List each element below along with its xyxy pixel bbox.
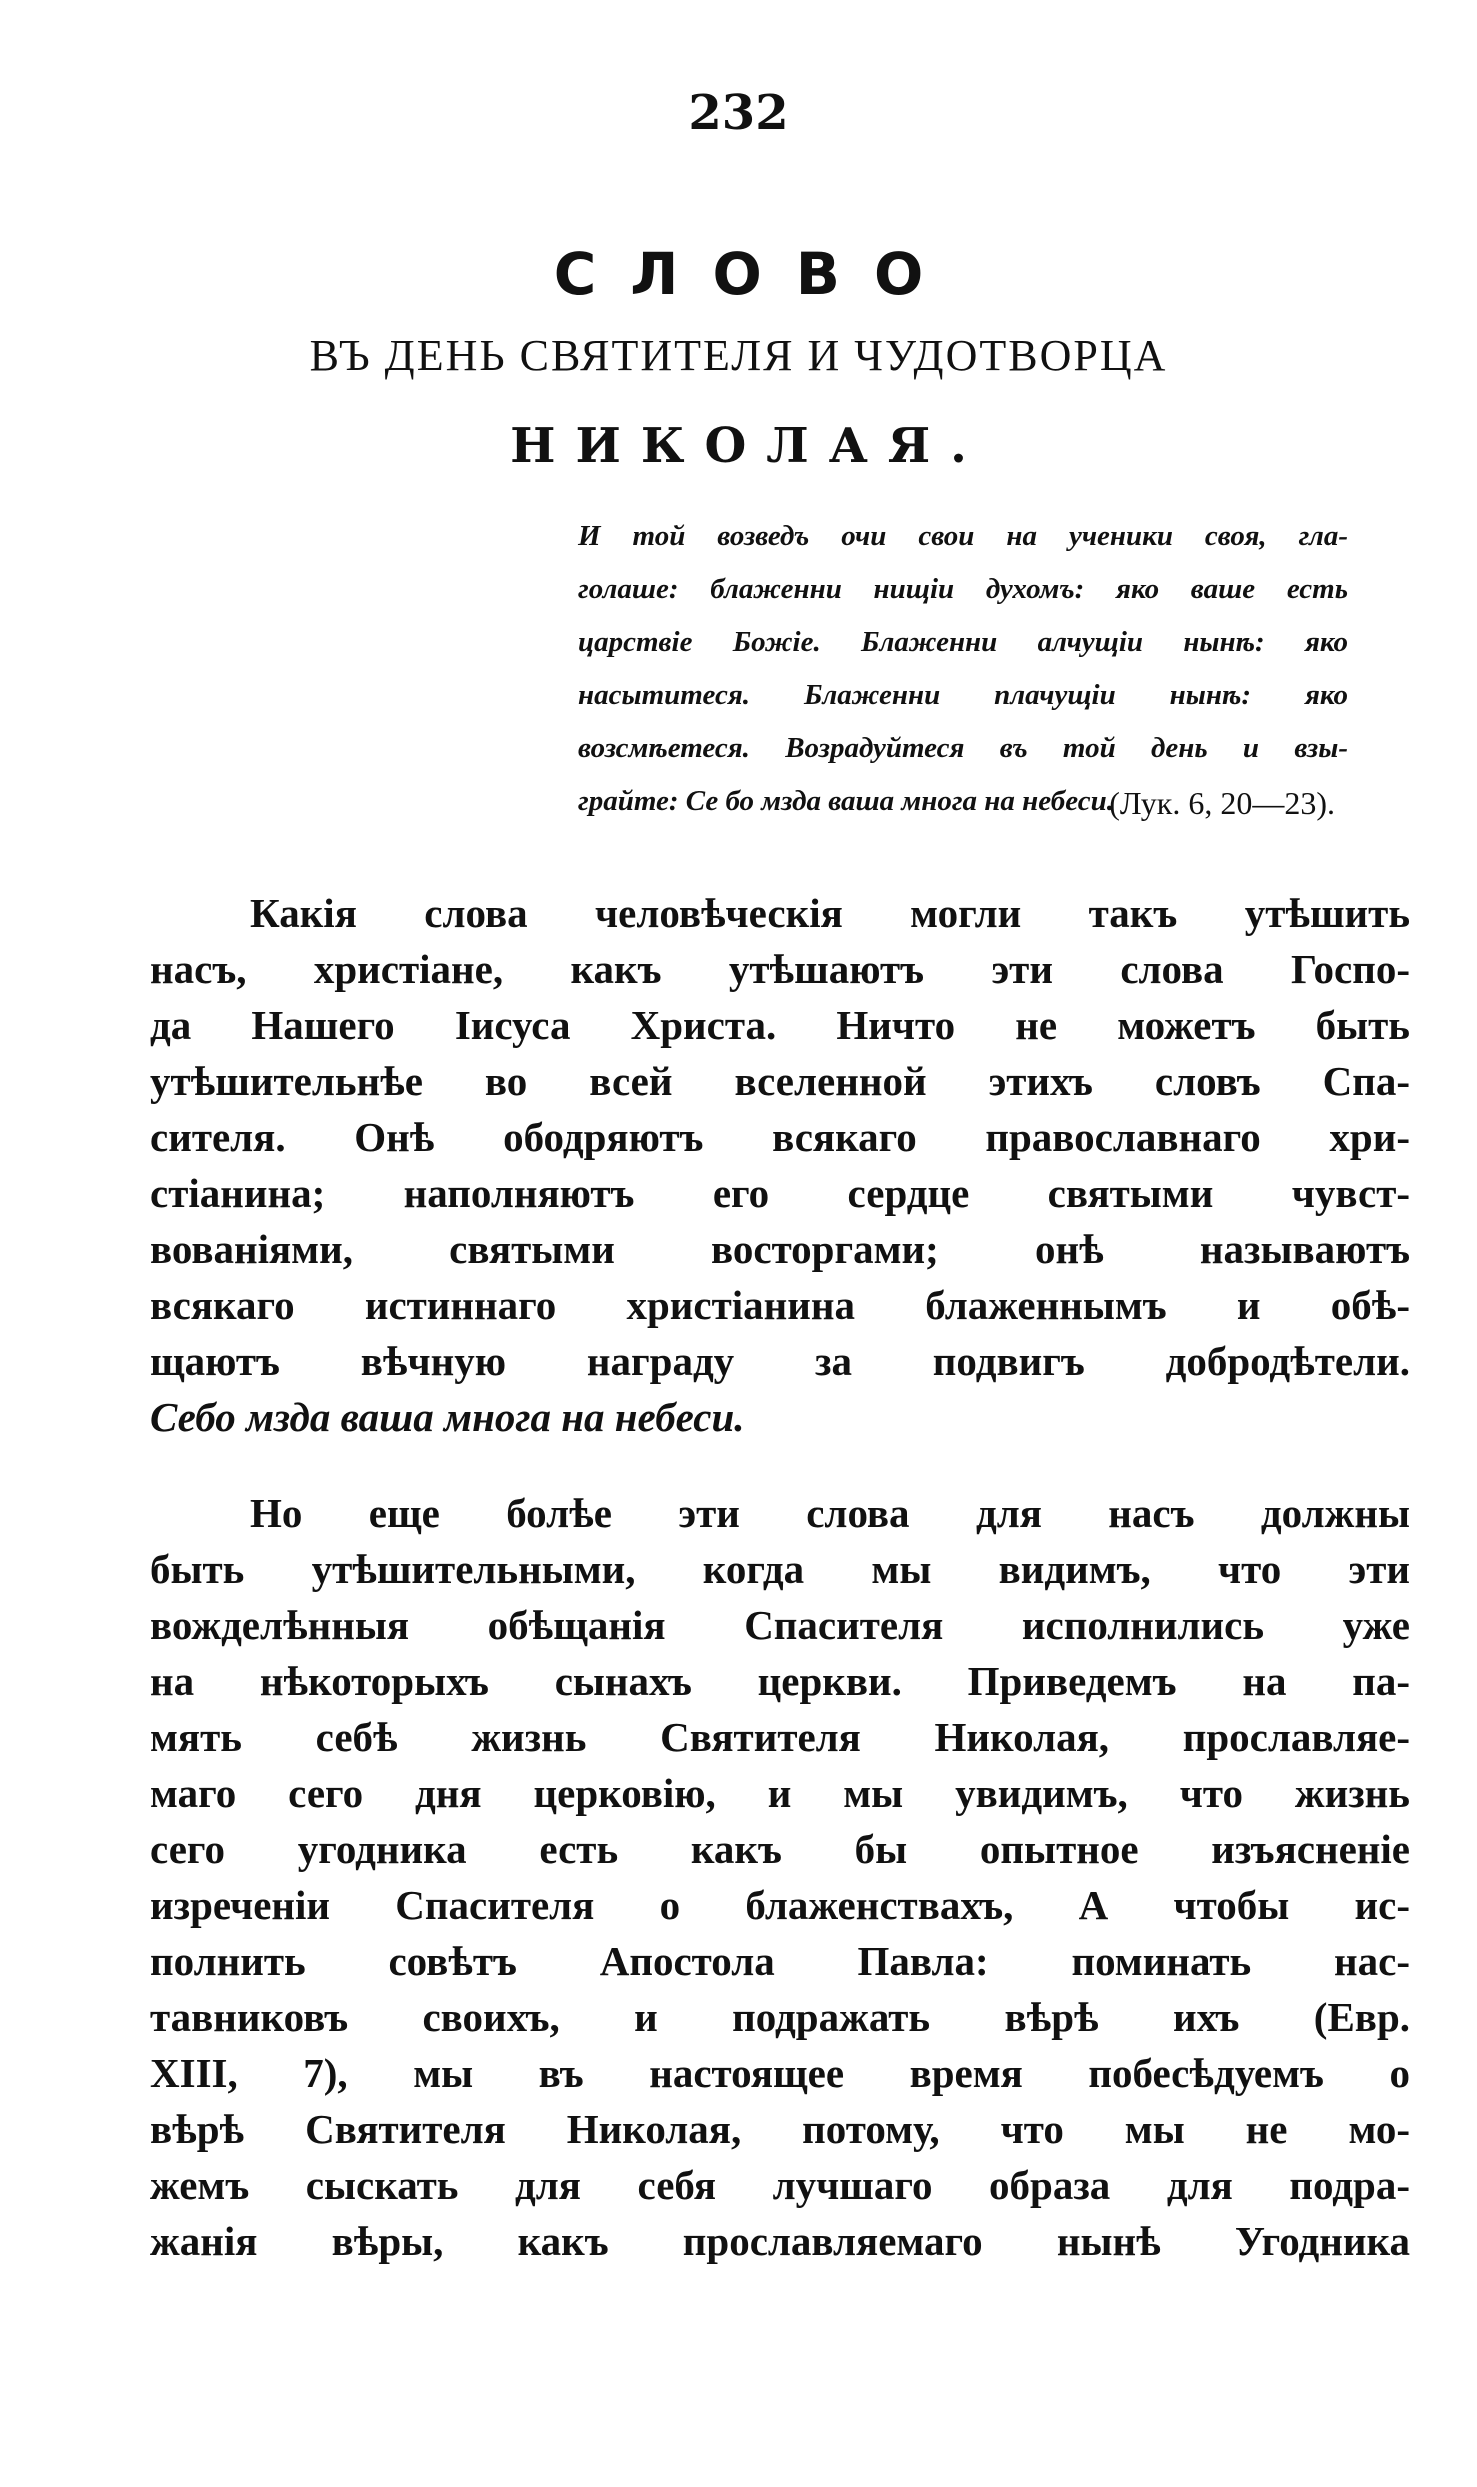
text-line: быть утѣшительными, когда мы видимъ, что эти: [150, 1546, 1410, 1592]
epigraph-line: грайте: Се бо мзда ваша многа на небеси.: [578, 785, 1114, 817]
text-line: XIII, 7), мы въ настоящее время побесѣдуемъ о: [150, 2050, 1410, 2096]
epigraph: [578, 510, 1348, 828]
epigraph-line: голаше: блаженни нищiи духомъ: яко ваше есть: [578, 573, 1348, 605]
text-line: Но еще болѣе эти слова для насъ должны: [250, 1490, 1410, 1536]
text-line: жемъ сыскать для себя лучшаго образа для подра-: [150, 2162, 1410, 2208]
text-line: стiанина; наполняютъ его сердце святыми чувст-: [150, 1170, 1410, 1216]
text-line: сителя. Онѣ ободряютъ всякаго православнаго хри-: [150, 1114, 1410, 1160]
text-line: на нѣкоторыхъ сынахъ церкви. Приведемъ на па-: [150, 1658, 1410, 1704]
text-line: вованiями, святыми восторгами; онѣ называютъ: [150, 1226, 1410, 1272]
page-number: 232: [688, 85, 789, 141]
text-line: утѣшительнѣе во всей вселенной этихъ словъ Спа-: [150, 1058, 1410, 1104]
text-line: всякаго истиннаго христiанина блаженнымъ и обѣ-: [150, 1282, 1410, 1328]
text-line: вожделѣнныя обѣщанiя Спасителя исполнились уже: [150, 1602, 1410, 1648]
epigraph-line: И той возведъ очи свои на ученики своя, гла-: [578, 520, 1348, 552]
text-line: тавниковъ своихъ, и подражать вѣрѣ ихъ (Евр.: [150, 1994, 1410, 2040]
scripture-reference: (Лук. 6, 20—23).: [1109, 785, 1335, 821]
text-line: Какiя слова человѣческiя могли такъ утѣшить: [250, 890, 1410, 936]
text-line: насъ, христiане, какъ утѣшаютъ эти слова Госпо-: [150, 946, 1410, 992]
sermon-title: СЛОВО: [553, 240, 958, 308]
epigraph-line: возсмѣетеся. Возрадуйтеся въ той день и взы-: [578, 732, 1348, 764]
text-line: да Нашего Iисуса Христа. Ничто не можетъ быть: [150, 1002, 1410, 1048]
saint-name: НИКОЛАЯ.: [510, 418, 987, 474]
text-line: маго сего дня церковiю, и мы увидимъ, что жизнь: [150, 1770, 1410, 1816]
epigraph-line: царствiе Божiе. Блаженни алчущiи нынѣ: яко: [578, 626, 1348, 658]
text-line: вѣрѣ Святителя Николая, потому, что мы не мо-: [150, 2106, 1410, 2152]
sermon-subtitle: ВЪ ДЕНЬ СВЯТИТЕЛЯ И ЧУДОТВОРЦА: [309, 331, 1168, 380]
text-line: мять себѣ жизнь Святителя Николая, прославляе-: [150, 1714, 1410, 1760]
text-line: сего угодника есть какъ бы опытное изъясненiе: [150, 1826, 1410, 1872]
text-line: щаютъ вѣчную награду за подвигъ добродѣтели.: [150, 1338, 1410, 1384]
text-line: изреченiи Спасителя о блаженствахъ, А чтобы ис-: [150, 1882, 1410, 1928]
text-line: жанiя вѣры, какъ прославляемаго нынѣ Угодника: [150, 2218, 1410, 2264]
epigraph-line: насытитеся. Блаженни плачущiи нынѣ: яко: [578, 679, 1348, 711]
paragraph-1: [150, 885, 1410, 1445]
text-line: Себо мзда ваша многа на небеси.: [150, 1394, 745, 1440]
paragraph-2: [150, 1485, 1410, 2269]
text-line: полнить совѣтъ Апостола Павла: поминать нас-: [150, 1938, 1410, 1984]
